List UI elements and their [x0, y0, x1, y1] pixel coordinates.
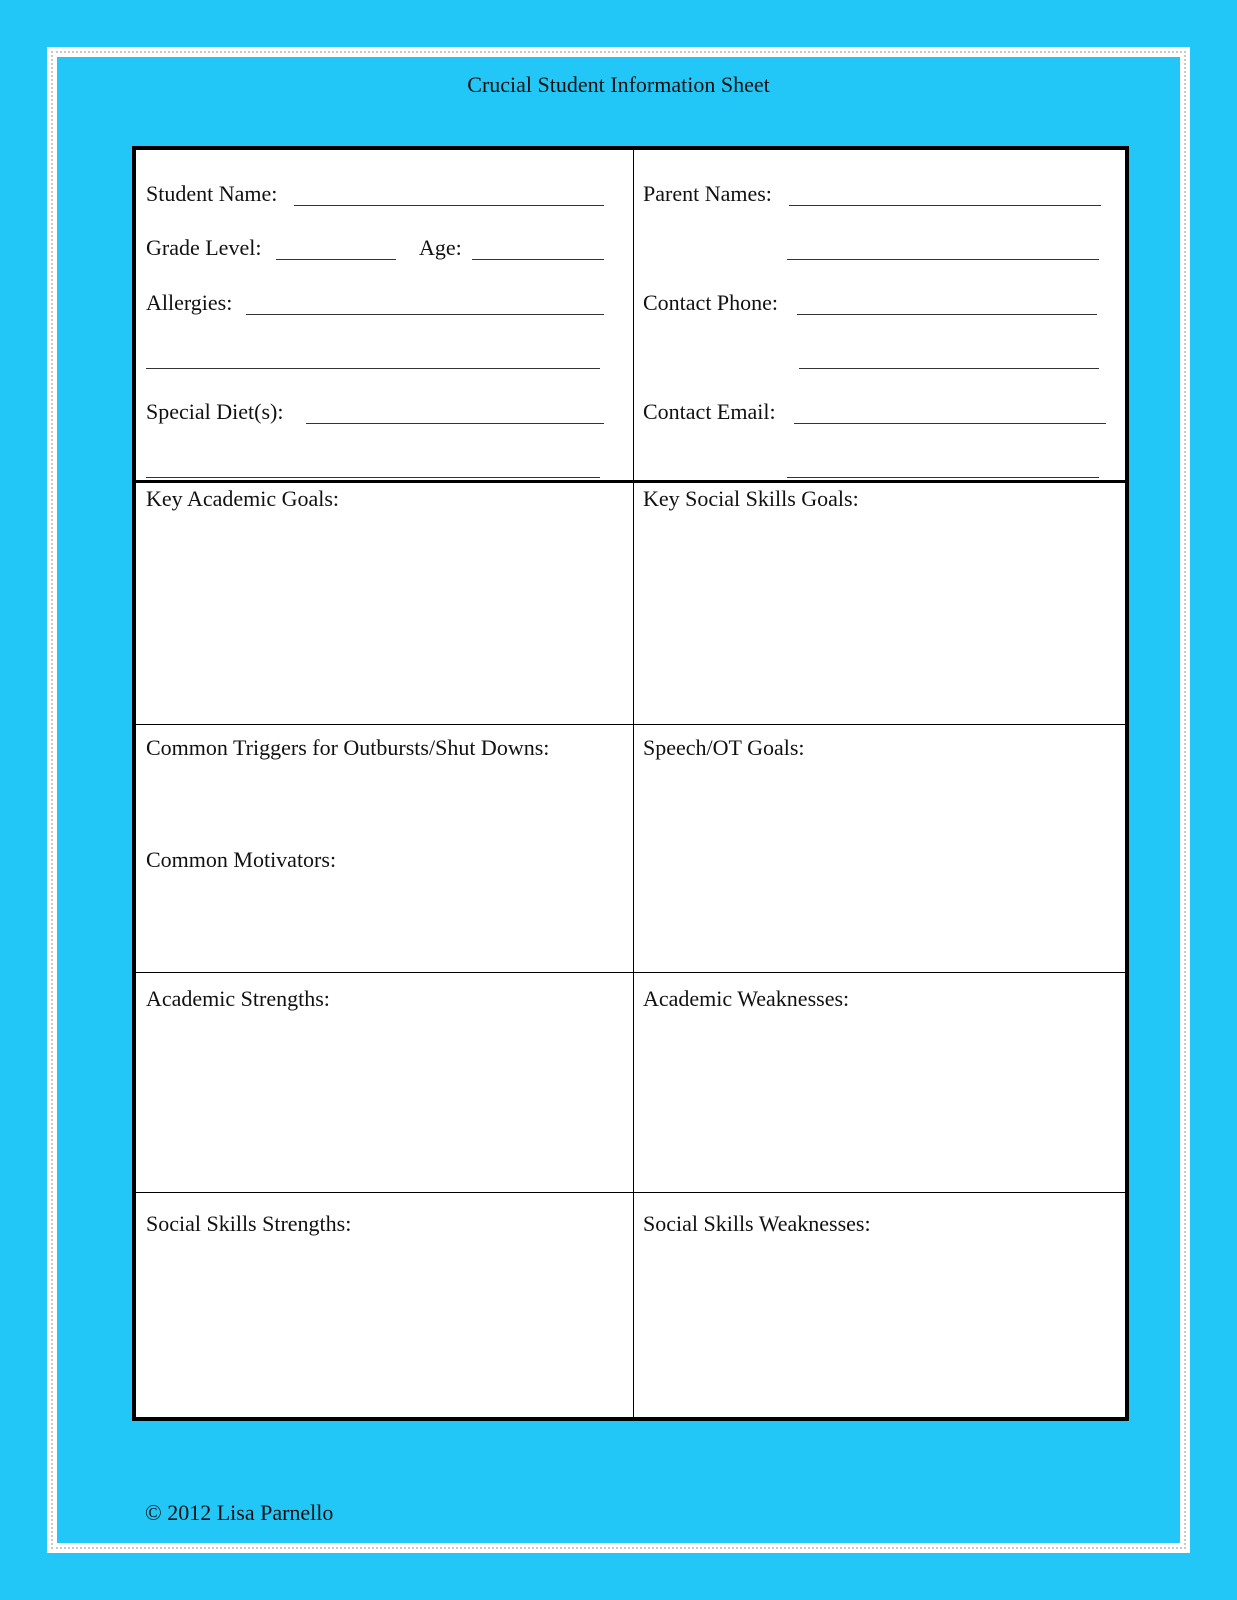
grade-level-field[interactable]: [276, 259, 396, 260]
academic-weaknesses-label: Academic Weaknesses:: [643, 986, 850, 1011]
social-skills-strengths-label: Social Skills Strengths:: [146, 1211, 352, 1236]
student-name-field[interactable]: [294, 205, 604, 206]
parent-names-field[interactable]: [789, 205, 1101, 206]
social-skills-weaknesses-label: Social Skills Weaknesses:: [643, 1211, 871, 1236]
special-diets-label: Special Diet(s):: [146, 399, 284, 424]
allergies-field-line-2[interactable]: [146, 368, 600, 369]
contact-phone-label: Contact Phone:: [643, 290, 779, 315]
allergies-label: Allergies:: [146, 290, 233, 315]
column-divider: [633, 150, 634, 1417]
common-triggers-label: Common Triggers for Outbursts/Shut Downs:: [146, 735, 550, 760]
key-academic-goals-label: Key Academic Goals:: [146, 486, 340, 511]
common-motivators-label: Common Motivators:: [146, 847, 337, 872]
academic-strengths-label: Academic Strengths:: [146, 986, 330, 1011]
row-divider-triggers: [136, 972, 1125, 973]
row-divider-goals: [136, 724, 1125, 725]
key-social-skills-goals-label: Key Social Skills Goals:: [643, 486, 859, 511]
student-name-label: Student Name:: [146, 181, 278, 206]
contact-email-field-line-2[interactable]: [787, 477, 1099, 478]
row-divider-academic: [136, 1192, 1125, 1193]
copyright-notice: © 2012 Lisa Parnello: [145, 1500, 334, 1525]
special-diets-field[interactable]: [306, 423, 604, 424]
speech-ot-goals-label: Speech/OT Goals:: [643, 735, 805, 760]
age-label: Age:: [419, 235, 462, 260]
parent-names-label: Parent Names:: [643, 181, 772, 206]
contact-phone-field[interactable]: [797, 314, 1097, 315]
parent-names-field-line-2[interactable]: [787, 259, 1099, 260]
information-sheet: [132, 146, 1129, 1421]
contact-email-label: Contact Email:: [643, 399, 776, 424]
age-field[interactable]: [472, 259, 604, 260]
contact-email-field[interactable]: [794, 423, 1106, 424]
page-title: Crucial Student Information Sheet: [467, 72, 770, 97]
contact-phone-field-line-2[interactable]: [799, 368, 1099, 369]
row-divider-info: [136, 480, 1125, 483]
grade-level-label: Grade Level:: [146, 235, 262, 260]
special-diets-field-line-2[interactable]: [146, 477, 600, 478]
allergies-field[interactable]: [246, 314, 604, 315]
